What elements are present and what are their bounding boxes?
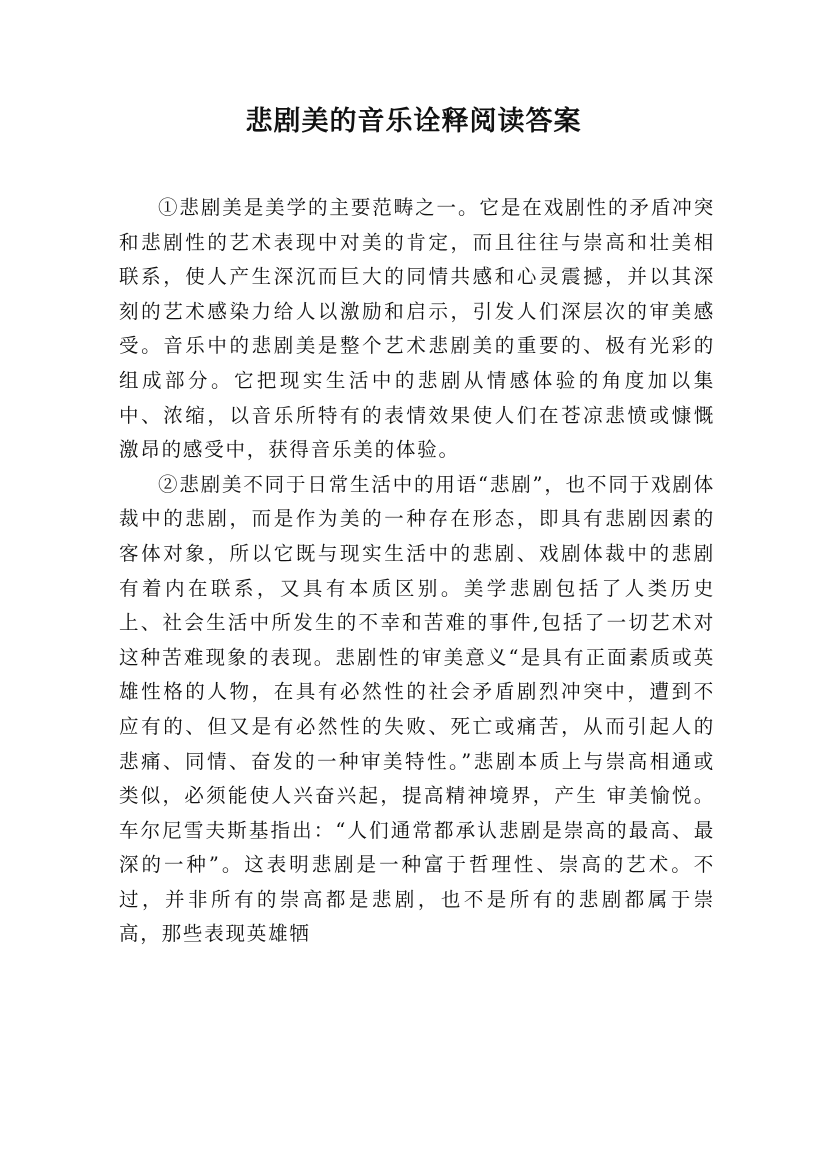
document-title: 悲剧美的音乐诠释阅读答案 [245,106,582,137]
paragraph-2: ②悲剧美不同于日常生活中的用语“悲剧”，也不同于戏剧体裁中的悲剧，而是作为美的一种存在形态，即具有悲剧因素的客体对象，所以它既与现实生活中的悲剧、戏剧体裁中的悲剧有着内在联系，又具有本质区别。美学悲剧包括了人类历史上、社会生活中所发生的不幸和苦难的事件,包括了一切艺术对这种苦难现象的表现。悲剧性的审美意义“是具有正面素质或英雄性格的人物，在具有必然性的社会矛盾剧烈冲突中，遭到不应有的、但又是有必然性的失败、死亡或痛苦，从而引起人的悲痛、同情、奋发的一种审美特性。”悲剧本质上与崇高相通或类似，必须能使人兴奋兴起，提高精神境界，产生 审美愉悦。车尔尼雪夫斯基指出：“人们通常都承认悲剧是崇高的最高、最深的一种”。这表明悲剧是一种富于哲理性、崇高的艺术。不过，并非所有的崇高都是悲剧，也不是所有的悲剧都属于崇高，那些表现英雄牺 [119,472,715,946]
document-body [119,191,715,952]
paragraph-1: ①悲剧美是美学的主要范畴之一。它是在戏剧性的矛盾冲突和悲剧性的艺术表现中对美的肯定，而且往往与崇高和壮美相联系，使人产生深沉而巨大的同情共感和心灵震撼，并以其深刻的艺术感染力给人以激励和启示，引发人们深层次的审美感受。音乐中的悲剧美是整个艺术悲剧美的重要的、极有光彩的组成部分。它把现实生活中的悲剧从情感体验的角度加以集中、浓缩，以音乐所特有的表情效果使人们在苍凉悲愤或慷慨激昂的感受中，获得音乐美的体验。 [119,196,715,462]
